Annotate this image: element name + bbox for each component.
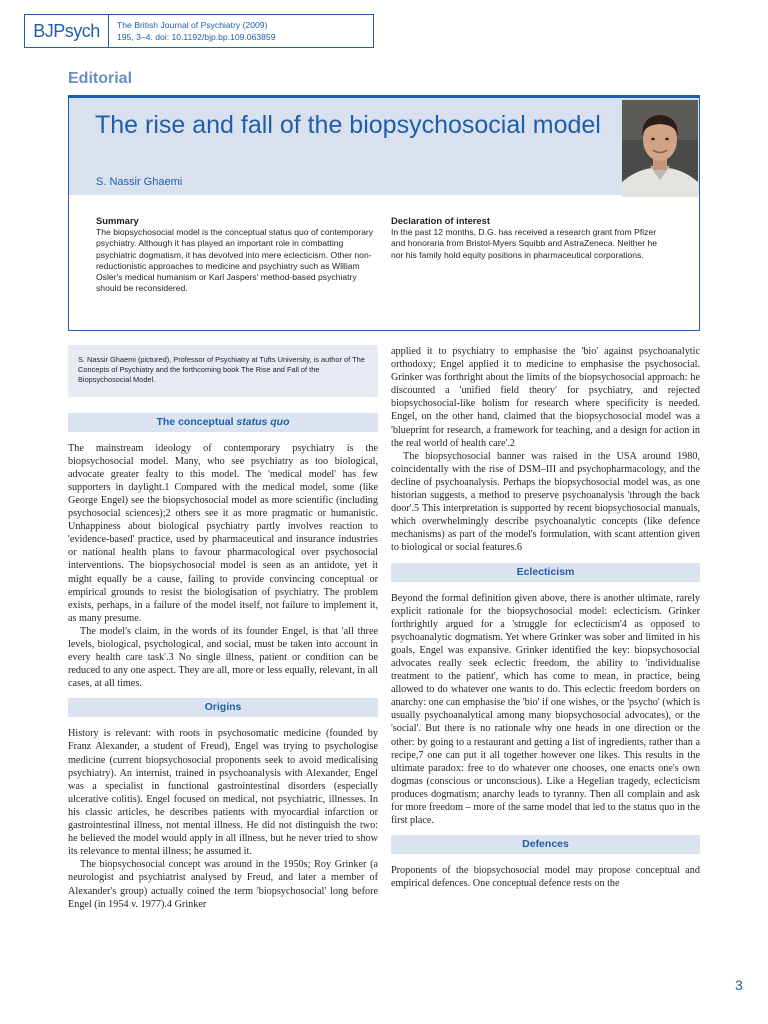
paragraph: Proponents of the biopsychosocial model may propose conceptual and empirical defences. One conceptual defence rests on the (391, 865, 700, 890)
citation-line-1: The British Journal of Psychiatry (2009) (117, 20, 268, 30)
heading-status-quo-prefix: The conceptual (156, 415, 234, 428)
section-defences-body (391, 864, 700, 890)
heading-eclecticism: Eclecticism (391, 563, 700, 582)
paragraph: The mainstream ideology of contemporary psychiatry is the biopsychosocial model. Many, who see psychiatry as too biological, advocate greater fealty to this model. The 'medical model' has few supporters in daylight.1 Compared with the medical model, some (like George Engel) see the biopsychosocial model as more scientific (including psychosocial sciences);2 others see it as more pragmatic or humanistic. Unhappiness about biological psychiatry partly involves reaction to 'evidence-based' practice, used by pharmaceutical and insurance industries or national health plans to favour pharmacological over psychosocial interventions. The biopsychosocial model is seen as an antidote, yet it might equally be a cause, failing to provide convincing conceptual or empirical grounds to resist the biologisation of psychiatry. The problem exists, perhaps, in a failure of the model itself, not failure to implement it, as many presume. (68, 442, 378, 624)
citation-line-2: 195, 3–4. doi: 10.1192/bjp.bp.109.063859 (117, 32, 276, 42)
author-name: S. Nassir Ghaemi (96, 176, 183, 188)
heading-origins: Origins (68, 698, 378, 717)
title-band (69, 98, 699, 195)
author-portrait-icon (622, 100, 698, 197)
journal-header (24, 14, 374, 48)
page-number: 3 (735, 977, 743, 993)
section-label: Editorial (68, 70, 133, 87)
paragraph: The biopsychosocial concept was around in the 1950s; Roy Grinker (a neurologist and psychiatrist analysed by Freud, and later a member of Alexander's group) actually coined the term 'biopsychosocial' long before Engel (in 1954 v. 1977).4 Grinker (68, 859, 378, 910)
heading-status-quo (68, 413, 378, 432)
section-origins-continued (391, 345, 700, 555)
paragraph: The biopsychosocial banner was raised in the USA around 1980, coincidentally with the rise of DSM–III and psychopharmacology, and the decline of psychoanalysis. Perhaps the biopsychosocial model was, as one historian suggests, a method to preserve psychoanalysis 'through the back door'.5 This interpretation is supported by recent biopsychosocial manuals, which overwhelmingly describe psychoanalytic concepts (like defence mechanisms) as part of the model's formulation, with scant attention given to biological or social features.6 (391, 450, 700, 554)
summary-block (96, 215, 376, 294)
column-left (68, 345, 378, 911)
summary-heading: Summary (96, 215, 139, 226)
declaration-heading: Declaration of interest (391, 215, 490, 226)
journal-logo: BJPsych (25, 15, 109, 47)
section-eclecticism-body (391, 592, 700, 828)
section-status-quo-body (68, 442, 378, 691)
paragraph: The model's claim, in the words of its founder Engel, is that 'all three levels, biological, psychological, and social, must be taken into account in every health care task'.3 No single illness, patient or condition can be reduced to any one aspect. They are all, more or less equally, relevant, in all cases, at all times. (68, 625, 378, 690)
article-title: The rise and fall of the biopsychosocial model (95, 111, 601, 139)
paragraph: applied it to psychiatry to emphasise the 'bio' against psychoanalytic orthodoxy; Engel applied it to medicine to emphasise the psychosocial. Grinker was forthright about the limits of the biopsychosocial approach: he discounted a 'unified field theory' for psychiatry, and rejected biopsychosocial-like holism for research where specificity is needed. Engel, on the other hand, claimed that the biopsychosocial model was a 'blueprint for research, a framework for teaching, and a design for action in the real world of health care'.2 (391, 346, 700, 449)
declaration-block (391, 215, 659, 261)
heading-status-quo-italic: status quo (236, 415, 290, 428)
paragraph: Beyond the formal definition given above, there is another ultimate, rarely explicit rationale for the biopsychosocial model: eclecticism. Grinker forthrightly argued for a 'struggle for eclecticism'4 as opposed to psychoanalytic dogmatism. Yet where Grinker was sober and limited in his goals, Engel was expansive. Grinker identified the key: biopsychosocial advocates really seek eclectic freedom, the ability to 'individualise treatment to the patient', which has come to mean, in practice, being allowed to do whatever one wants to do. This eclectic freedom borders on anarchy: one can emphasise the 'bio' if one wishes, or the 'psycho' (which is usually psychoanalytical among many biopsychosocial advocates), or the 'social'. But there is no rationale why one heads in one direction or the other: by going to a restaurant and getting a list of ingredients, rather than a recipe,7 one can put it all together however one likes. This results in the ultimate paradox: free to do whatever one chooses, one enacts one's own dogmas (conscious or unconscious). Like a Hegelian tragedy, eclecticism produces dogmatism; anarchy leads to tyranny. Then all complain and ask for more freedom – more of the same model that led to the status quo in the first place. (391, 592, 700, 827)
title-box (68, 95, 700, 331)
section-origins-body (68, 727, 378, 910)
summary-text: The biopsychosocial model is the conceptual status quo of contemporary psychiatry. Although it has played an important role in combatting psychiatric dogmatism, it has devolved into mere eclecticism. Other non-reductionistic approaches to medicine and psychiatry such as William Osler's medical humanism or Karl Jaspers' method-based psychiatry should be reconsidered. (96, 227, 374, 294)
heading-defences: Defences (391, 835, 700, 854)
column-right (391, 345, 700, 890)
declaration-text: In the past 12 months, D.G. has received a research grant from Pfizer and honoraria from Bristol-Myers Squibb and AstraZeneca. Neither he nor his family hold equity positions in pharmaceutical corporations. (391, 227, 658, 260)
journal-citation (117, 19, 276, 43)
author-bio-note: S. Nassir Ghaemi (pictured), Professor of Psychiatry at Tufts University, is author of The Concepts of Psychiatry and the forthcoming book The Rise and Fall of the Biopsychosocial Model. (68, 345, 378, 397)
paragraph: History is relevant: with roots in psychosomatic medicine (founded by Franz Alexander, a student of Freud), Engel was trying to psychologise medicine (current biopsychosocial proponents seek to avoid medicalising psychiatry). An internist, trained in psychoanalysis with Alexander, Engel was a specialist in functional gastrointestinal disorders (especially ulcerative colitis). Engel focused on medical, not psychiatric, illnesses. In his classic articles, he describes patients with myocardial infarction or gastrointestinal illness, not mental illness. He did not distinguish the two: he believed the model would apply in all illness, but he never tried to show its relevance to mental illness; he assumed it. (68, 728, 378, 858)
